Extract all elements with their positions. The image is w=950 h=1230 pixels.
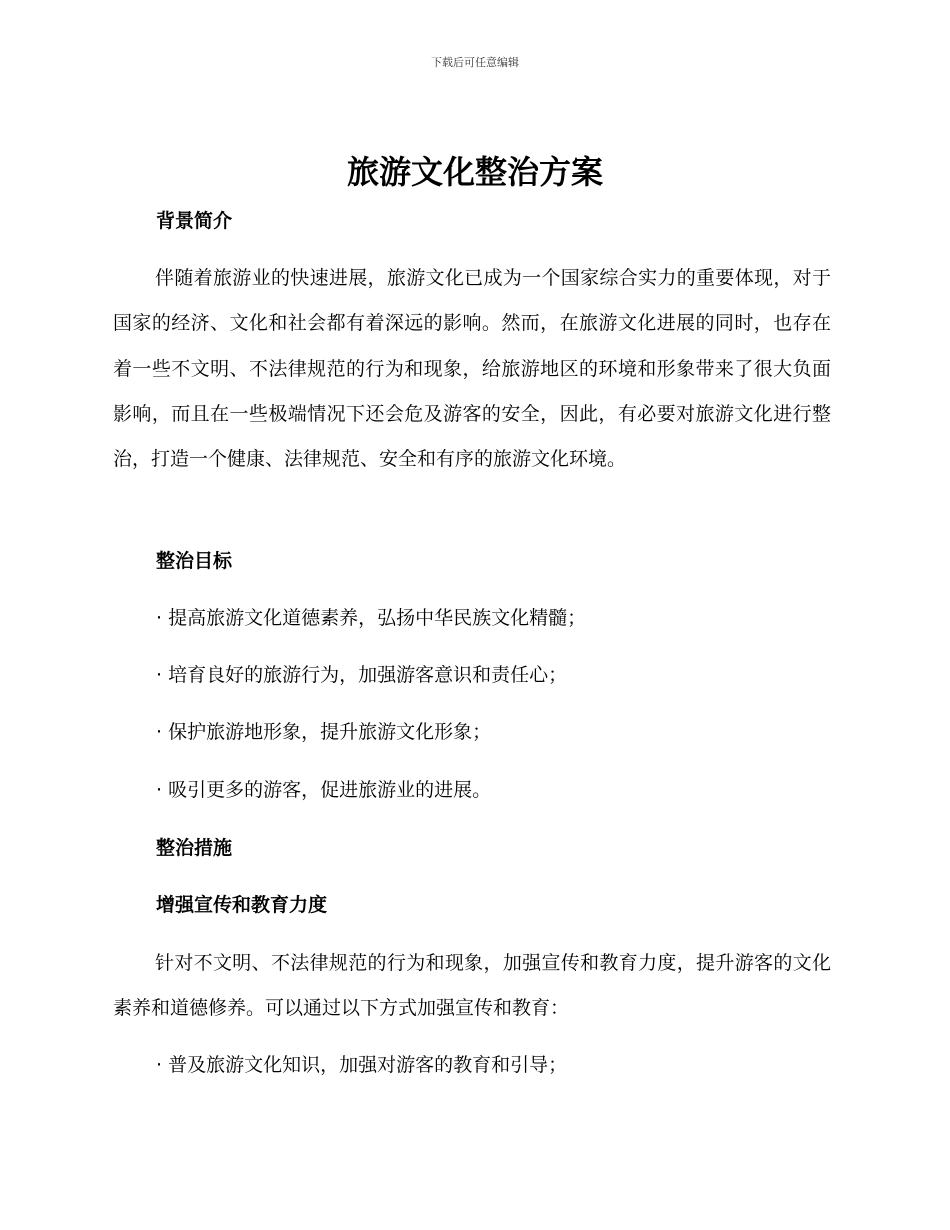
goal-list-item: · 吸引更多的游客，促进旅游业的进展。 — [156, 779, 492, 801]
goal-list-item: · 培育良好的旅游行为，加强游客意识和责任心； — [156, 664, 568, 686]
measures-paragraph: 针对不文明、不法律规范的行为和现象，加强宣传和教育力度，提升游客的文化素养和道德修养。可以通过以下方式加强宣传和教育： — [113, 952, 831, 1020]
goal-list-item: · 提高旅游文化道德素养，弘扬中华民族文化精髓； — [156, 607, 587, 629]
background-paragraph: 伴随着旅游业的快速进展，旅游文化已成为一个国家综合实力的重要体现，对于国家的经济、文化和社会都有着深远的影响。然而，在旅游文化进展的同时，也存在着一些不文明、不法律规范的行为和现象，给旅游地区的环境和形象带来了很大负面影响，而且在一些极端情况下还会危及游客的安全，因此，有必要对旅游文化进行整治，打造一个健康、法律规范、安全和有序的旅游文化环境。 — [113, 267, 831, 471]
sub-heading-publicity-education: 增强宣传和教育力度 — [156, 894, 328, 916]
goal-list-item: · 保护旅游地形象，提升旅游文化形象； — [156, 721, 492, 743]
document-title: 旅游文化整治方案 — [346, 153, 603, 191]
section-heading-background: 背景简介 — [156, 210, 233, 232]
measure-list-item: · 普及旅游文化知识，加强对游客的教育和引导； — [156, 1054, 568, 1076]
section-heading-goals: 整治目标 — [156, 550, 233, 572]
section-heading-measures: 整治措施 — [156, 837, 233, 859]
page-header-note: 下载后可任意编辑 — [431, 56, 519, 69]
